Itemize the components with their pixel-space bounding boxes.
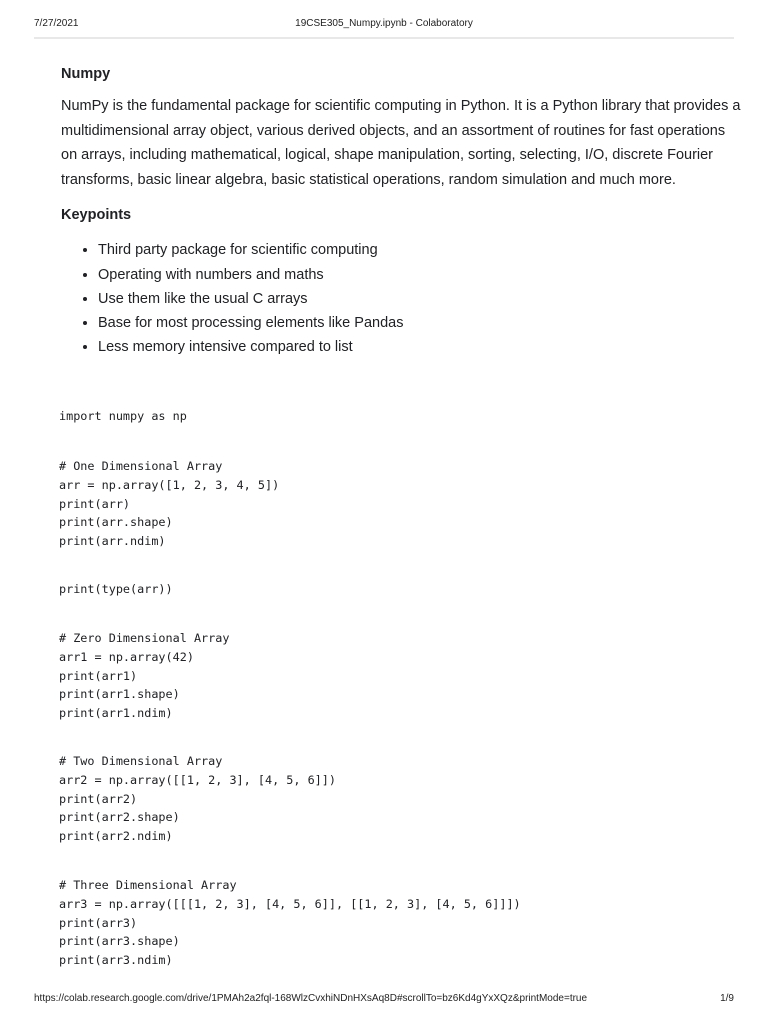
print-footer (34, 993, 734, 1007)
print-header (34, 18, 734, 32)
keypoint-item: • Base for most processing elements like Pandas (98, 311, 741, 335)
text-cell (61, 64, 741, 359)
keypoints-list (61, 238, 741, 359)
code-cell-two-dimensional[interactable]: # Two Dimensional Array arr2 = np.array([[1, 2, 3], [4, 5, 6]]) print(arr2) print(arr2.shape) print(arr2.ndim) (59, 754, 336, 844)
intro-paragraph: NumPy is the fundamental package for scientific computing in Python. It is a Python library that provides a multidimensional array object, various derived objects, and an assortment of routines for fast operations on arrays, including mathematical, logical, shape manipulation, sorting, selecting, I/O, discrete Fourier transforms, basic linear algebra, basic statistical operations, random simulation and much more. (61, 98, 741, 188)
keypoints-heading: Keypoints (61, 207, 132, 224)
code-cell-three-dimensional[interactable]: # Three Dimensional Array arr3 = np.array([[[1, 2, 3], [4, 5, 6]], [[1, 2, 3], [4, 5, 6]]]) print(arr3) print(arr3.shape) print(arr3.ndim) (59, 878, 521, 968)
print-url: https://colab.research.google.com/drive/1PMAh2a2fql-168WlzCvxhiNDnHXsAq8D#scrollTo=bz6Kd4gYxXQz&printMode=true (34, 993, 588, 1004)
page-number: 1/9 (720, 993, 734, 1004)
code-cell-zero-dimensional[interactable]: # Zero Dimensional Array arr1 = np.array(42) print(arr1) print(arr1.shape) print(arr1.ndim) (59, 631, 230, 721)
code-cell-one-dimensional[interactable]: # One Dimensional Array arr = np.array([1, 2, 3, 4, 5]) print(arr) print(arr.shape) print(arr.ndim) (59, 459, 280, 549)
print-date: 7/27/2021 (34, 18, 79, 29)
print-document-title: 19CSE305_Numpy.ipynb - Colaboratory (295, 18, 473, 29)
keypoint-item: • Third party package for scientific computing (98, 238, 741, 262)
keypoint-item: • Less memory intensive compared to list (98, 335, 741, 359)
header-divider (34, 37, 734, 39)
keypoint-item: • Operating with numbers and maths (98, 263, 741, 287)
section-heading-numpy: Numpy (61, 66, 111, 82)
code-cell-type[interactable]: print(type(arr)) (59, 582, 173, 596)
code-cell-import[interactable]: import numpy as np (59, 409, 187, 423)
keypoint-item: • Use them like the usual C arrays (98, 287, 741, 311)
